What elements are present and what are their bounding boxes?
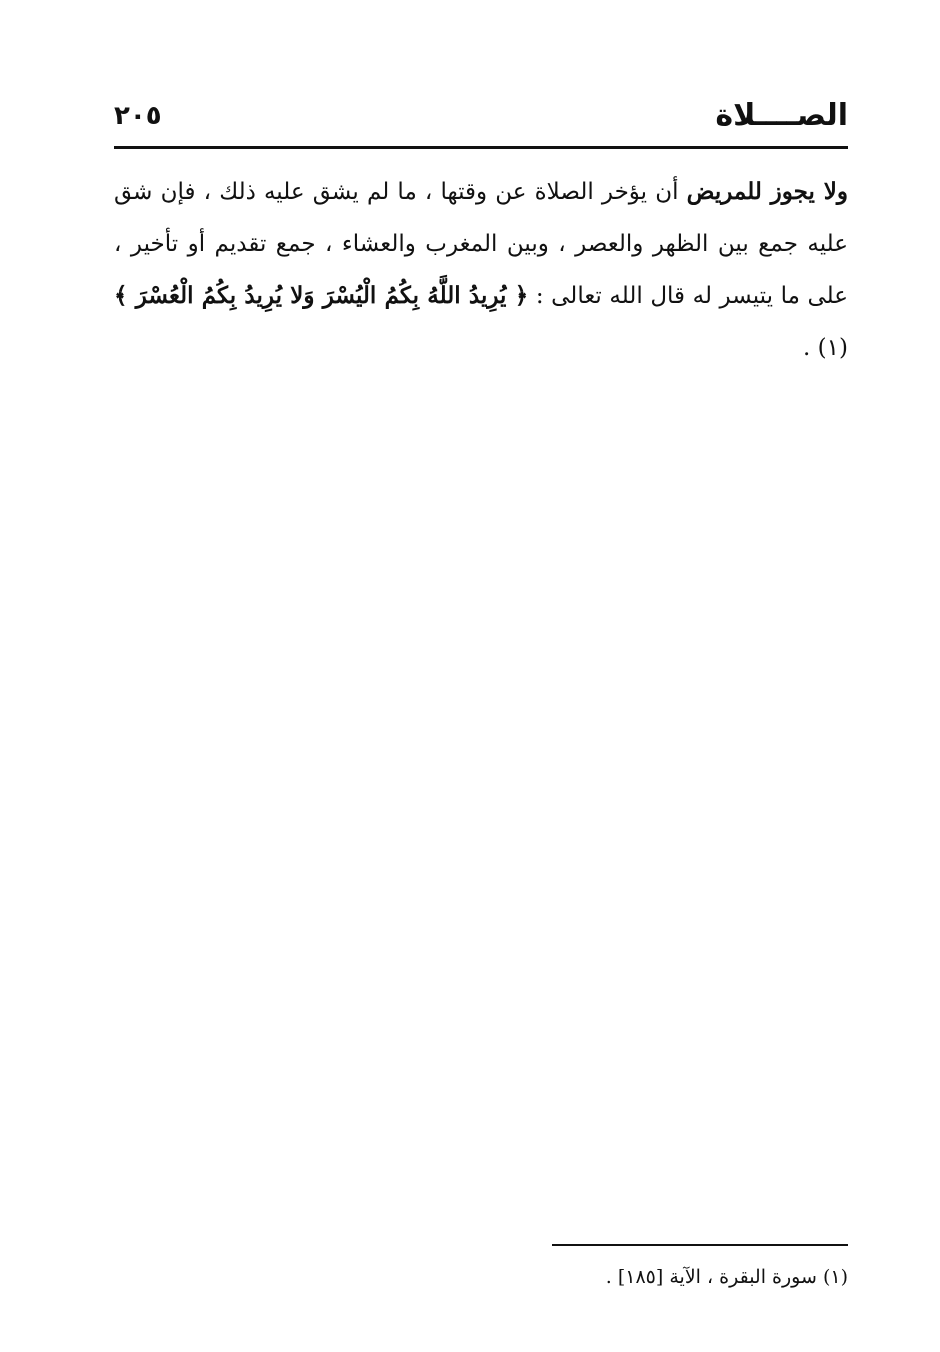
page-number: ٢٠٥ <box>114 101 162 131</box>
lead-phrase: ولا يجوز للمريض <box>686 178 848 205</box>
quote-open-bracket: ﴿ <box>506 282 529 309</box>
footnote-divider <box>552 1244 848 1246</box>
header-divider <box>114 146 848 149</box>
quran-verse: يُرِيدُ اللَّهُ بِكُمُ الْيُسْرَ وَلا يُرِيدُ بِكُمُ الْعُسْرَ <box>135 282 507 309</box>
paragraph-text: أن يؤخر الصلاة عن وقتها ، ما لم يشق عليه ذلك ، فإن شق عليه جمع بين الظهر والعصر ، وبين المغرب والعشاء ، جمع تقديم أو تأخير ، على ما يتيسر له قال الله تعالى : <box>114 179 849 309</box>
end-punctuation: . <box>803 335 818 361</box>
chapter-title: الصــــلاة <box>715 98 848 133</box>
footnote: (١) سورة البقرة ، الآية [١٨٥] . <box>605 1266 848 1288</box>
page-header <box>114 96 848 140</box>
body-paragraph <box>114 166 848 374</box>
quote-close-bracket: ﴾ <box>114 282 136 309</box>
footnote-reference: (١) <box>817 335 848 361</box>
